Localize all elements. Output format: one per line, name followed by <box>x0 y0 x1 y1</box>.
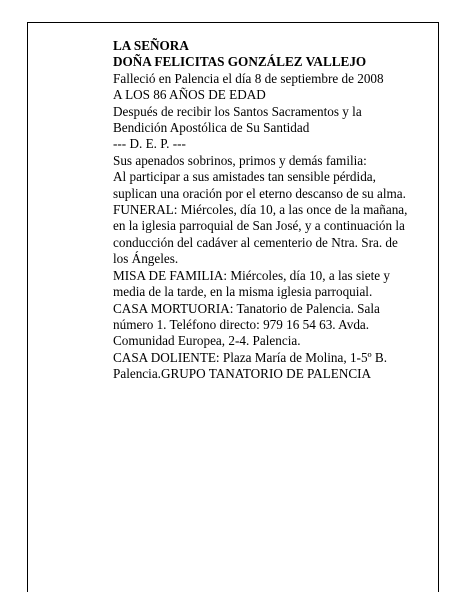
death-line: Falleció en Palencia el día 8 de septiembre de 2008 <box>113 70 384 86</box>
mortuary-line-2: número 1. Teléfono directo: 979 16 54 63. Avda. <box>113 316 370 332</box>
mortuary-paragraph <box>113 301 423 350</box>
family-line: Sus apenados sobrinos, primos y demás familia: <box>113 152 367 168</box>
sacraments-line-2: Bendición Apostólica de Su Santidad <box>113 120 310 136</box>
funeral-line-3: conducción del cadáver al cementerio de Ntra. Sra. de <box>113 234 398 250</box>
mourning-line-1: CASA DOLIENTE: Plaza María de Molina, 1-5º B. <box>113 349 388 365</box>
thanks-line-2: suplican una oración por el eterno descanso de su alma. <box>113 185 406 201</box>
mortuary-line-3: Comunidad Europea, 2-4. Palencia. <box>113 333 301 349</box>
mortuary-line-1: CASA MORTUORIA: Tanatorio de Palencia. Sala <box>113 300 380 316</box>
death-info <box>113 71 423 87</box>
funeral-paragraph <box>113 202 423 268</box>
sacraments-line-1: Después de recibir los Santos Sacramentos y la <box>113 103 362 119</box>
obituary-notice <box>113 38 423 383</box>
dep-line: --- D. E. P. --- <box>113 136 186 152</box>
thanks-line-1: Al participar a sus amistades tan sensible pérdida, <box>113 169 376 185</box>
funeral-line-1: FUNERAL: Miércoles, día 10, a las once de la mañana, <box>113 202 408 218</box>
deceased-name: DOÑA FELICITAS GONZÁLEZ VALLEJO <box>113 54 367 70</box>
mourning-line-2: Palencia.GRUPO TANATORIO DE PALENCIA <box>113 366 372 382</box>
funeral-line-4: los Ángeles. <box>113 251 179 267</box>
notice-header <box>113 38 423 71</box>
mass-line-1: MISA DE FAMILIA: Miércoles, día 10, a las siete y <box>113 267 391 283</box>
funeral-line-2: en la iglesia parroquial de San José, y a continuación la <box>113 218 405 234</box>
mourning-house-paragraph <box>113 350 423 383</box>
family-mass-paragraph <box>113 268 423 301</box>
title-line-1: LA SEÑORA <box>113 38 189 53</box>
sacraments-paragraph <box>113 104 423 137</box>
age-paragraph <box>113 87 423 103</box>
family-paragraph <box>113 153 423 169</box>
mass-line-2: media de la tarde, en la misma iglesia parroquial. <box>113 284 373 300</box>
thanks-paragraph <box>113 169 423 202</box>
dep-paragraph <box>113 136 423 152</box>
age-line: A LOS 86 AÑOS DE EDAD <box>113 87 266 103</box>
